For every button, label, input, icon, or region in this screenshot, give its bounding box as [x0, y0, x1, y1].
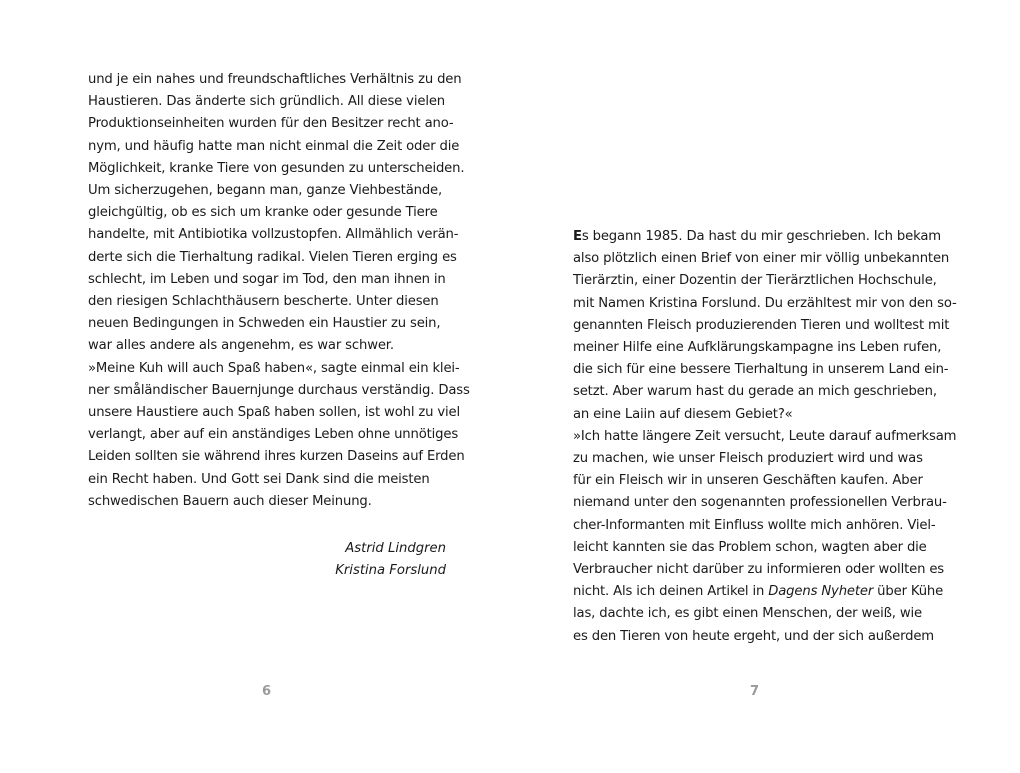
text-line: und je ein nahes und freundschaftliches Verhältnis zu den [88, 72, 462, 87]
first-line-text: s begann 1985. Da hast du mir geschrieben. Ich bekam [581, 229, 941, 244]
text-line: mit Namen Kristina Forslund. Du erzähltest mir von den so- [573, 295, 957, 311]
signature-kristina-forslund: Kristina Forslund [335, 563, 446, 579]
text-line: leicht kannten sie das Problem schon, wagten aber die [573, 539, 927, 555]
text-fragment: nicht. Als ich deinen Artikel in [573, 584, 769, 600]
text-line: derte sich die Tierhaltung radikal. Vielen Tieren erging es [88, 249, 457, 265]
text-line: zu machen, wie unser Fleisch produziert wird und was [573, 451, 923, 467]
text-line: setzt. Aber warum hast du gerade an mich geschrieben, [573, 384, 937, 400]
text-line: schwedischen Bauern auch dieser Meinung. [88, 493, 372, 509]
text-line: genannten Fleisch produzierenden Tieren und wolltest mit [573, 317, 950, 333]
text-line: ein Recht haben. Und Gott sei Dank sind die meisten [88, 471, 430, 487]
text-fragment: über Kühe [873, 584, 944, 600]
text-line: schlecht, im Leben und sogar im Tod, den man ihnen in [88, 271, 446, 287]
page-number-left: 6 [262, 684, 272, 699]
text-line: Möglichkeit, kranke Tiere von gesunden zu unterscheiden. [88, 160, 465, 176]
text-line: gleichgültig, ob es sich um kranke oder gesunde Tiere [88, 205, 438, 221]
text-line: den riesigen Schlachthäusern bescherte. Unter diesen [88, 294, 439, 310]
text-line: ner småländischer Bauernjunge durchaus verständig. Dass [88, 382, 470, 398]
text-line-first [573, 226, 943, 248]
text-line: niemand unter den sogenannten professionellen Verbrau- [573, 495, 947, 511]
right-page [510, 0, 1020, 773]
text-line: Leiden sollten sie während ihres kurzen Daseins auf Erden [88, 449, 465, 465]
text-line: Verbraucher nicht darüber zu informieren oder wollten es [573, 562, 945, 578]
text-line: las, dachte ich, es gibt einen Menschen, der weiß, wie [573, 606, 922, 622]
newspaper-title: Dagens Nyheter [768, 584, 874, 600]
signature-astrid-lindgren: Astrid Lindgren [345, 541, 446, 556]
signature-block [88, 538, 446, 582]
text-line: verlangt, aber auf ein anständiges Leben ohne unnötiges [88, 427, 459, 443]
text-line: Tierärztin, einer Dozentin der Tierärztlichen Hochschule, [573, 273, 937, 289]
right-page-text [573, 226, 957, 648]
text-line: die sich für eine bessere Tierhaltung in unserem Land ein- [573, 362, 949, 378]
text-line: »Ich hatte längere Zeit versucht, Leute darauf aufmerksam [573, 428, 957, 444]
text-line: »Meine Kuh will auch Spaß haben«, sagte einmal ein klei- [88, 360, 460, 376]
drop-cap: E [573, 229, 582, 244]
page-number-right: 7 [750, 684, 760, 699]
text-line: also plötzlich einen Brief von einer mir völlig unbekannten [573, 251, 950, 267]
text-line: handelte, mit Antibiotika vollzustopfen. Allmählich verän- [88, 227, 459, 243]
text-line: es den Tieren von heute ergeht, und der sich außerdem [573, 628, 935, 644]
text-line: an eine Laiin auf diesem Gebiet?« [573, 406, 793, 422]
text-line: nym, und häufig hatte man nicht einmal die Zeit oder die [88, 138, 460, 154]
text-line-with-title [573, 581, 943, 603]
text-line: Um sicherzugehen, begann man, ganze Viehbestände, [88, 183, 443, 199]
text-line: war alles andere als angenehm, es war schwer. [88, 338, 394, 354]
text-line: für ein Fleisch wir in unseren Geschäften kaufen. Aber [573, 473, 923, 489]
left-page-text [88, 69, 470, 513]
text-line: meiner Hilfe eine Aufklärungskampagne ins Leben rufen, [573, 340, 942, 356]
text-line: Produktionseinheiten wurden für den Besitzer recht ano- [88, 116, 454, 132]
text-line: unsere Haustiere auch Spaß haben sollen, ist wohl zu viel [88, 405, 461, 421]
text-line: cher-Informanten mit Einfluss wollte mich anhören. Viel- [573, 517, 936, 533]
text-line: neuen Bedingungen in Schweden ein Haustier zu sein, [88, 316, 441, 332]
text-line: Haustieren. Das änderte sich gründlich. All diese vielen [88, 94, 445, 110]
